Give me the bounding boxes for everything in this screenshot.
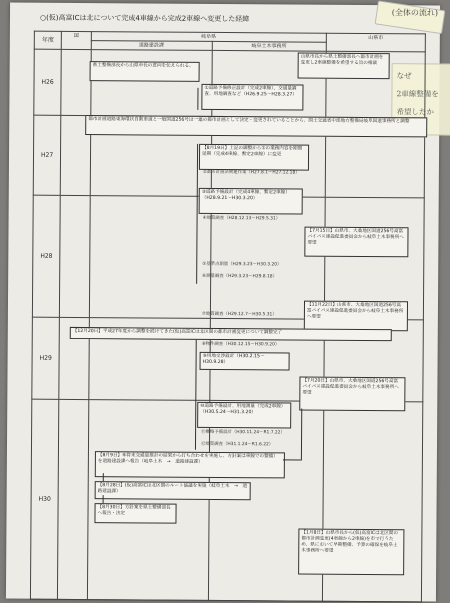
header-year: 年度 xyxy=(34,31,61,49)
handwritten-note-line-2: 2車線整備を xyxy=(396,89,439,99)
entry-h30-survey-0: ⑧物件調査（H30.12.15～H30.9.20） xyxy=(201,341,280,348)
header-gifu: 岐阜県 xyxy=(91,32,326,43)
entry-h28-city: 【7月15日】山県市、大桑地区国道256号高富バイパス建設促進委員会から岐阜土木事務所へ要望 xyxy=(304,227,408,258)
header-road: 道路建設課 xyxy=(91,41,212,51)
year-cell: H27 xyxy=(33,115,61,195)
entry-h30-sub-1: ⑪概略予備設計（H30.11.24～R1.7.22） xyxy=(201,429,285,436)
entry-h28-survey-2: ⑤基準点測量（H29.3.23～H30.3.20） xyxy=(202,261,282,268)
entry-h30-city-2: 【1月8日】山県市長から(仮)高富ICは北区間の都市計画変更(4車線から2車線)を市で行うため、県において早期整備、予算の確保を岐阜土木事務所へ要望 xyxy=(298,529,404,576)
entry-h29-city: 【11月22日】山県市、大桑地区国道256号高富バイパス建設促進委員会から岐阜土木事務所へ要望 xyxy=(304,301,408,332)
year-cell: H28 xyxy=(32,195,60,317)
entry-h30-city-1: 【7月20日】山県市、大桑地区国道256号高富バイパス建設促進委員会から岐阜土木事務所へ要望 xyxy=(299,377,405,412)
entry-h26-doboku: ①道路予備修正設計（完成2車線）、交通量調査、用地調査など（H26.9.25～H28.3.27） xyxy=(201,84,303,111)
header-doboku: 岐阜土木事務所 xyxy=(212,41,326,51)
entry-h30-doboku-1: ⑨用地交渉設計（H30.2.15～H30.9.28） xyxy=(200,352,290,371)
entry-h27-doboku: 【8月19日】上記の調整から①の業務内容を期間延期（完成4車線、暫定2車線）に変更 xyxy=(199,144,309,171)
connector-line xyxy=(283,459,301,460)
document-page xyxy=(6,3,440,602)
entry-h28-doboku: ③道路予備設計（完成4車線、暫定2車線）（H28.9.21～H30.3.20） xyxy=(199,188,303,215)
year-cell: H29 xyxy=(32,317,60,399)
entry-h27-span: 都市計画道路東海環状自動車道と一般国道256号は一連の都市計画として決定・変更されていることから、国土交通省中部地方整備局岐阜国道事務所と調整 xyxy=(85,115,427,137)
entry-h27-sub: ②都市計画法関連作業（H27.8.1～H27.12.18） xyxy=(202,169,300,176)
header-city: 山県市 xyxy=(326,33,425,52)
handwritten-top-label: (全体の流れ) xyxy=(391,8,439,18)
entry-h26-road: 県土整備部長から山県市長の意向を伝えられる。 xyxy=(90,61,200,82)
document-title: ○(仮)高富ICは北について完成4車線から完成2車線へ変更した経緯 xyxy=(39,13,250,24)
year-cell: H30 xyxy=(30,399,59,599)
connector-line xyxy=(103,473,104,481)
entry-h30-road-1: 【8月9日】⑧将来交通量推計の結果から打ち合わせを実施し、方針案は車線での整備）を道路建設課へ報告（岐阜土木 → 道路建設課） xyxy=(95,451,285,478)
connector-line xyxy=(197,88,198,110)
entry-h30-sub-2: ⑫地質調査（H31.1.24～R1.6.22） xyxy=(200,441,274,448)
entry-h30-doboku-2: ⑩道路予備設計、用地測量（完成2車線）（H30.5.24～H31.3.20） xyxy=(197,402,291,429)
entry-h28-survey-3: ⑥測量調査（H29.3.23～H29.8.18） xyxy=(202,273,277,280)
handwritten-note-line-1: なぜ xyxy=(396,71,412,81)
entry-h30-road-3: 【8月30日】方針案を県土整備部長へ報告・決定 xyxy=(94,503,176,524)
year-cell: H26 xyxy=(34,49,62,115)
entry-h28-survey-1: ④地質調査（H28.12.13～H29.5.31） xyxy=(202,215,281,222)
entry-h26-city: 山県市長から県土整備部長へ都市計画を変更し2車線整備を希望する旨の相談 xyxy=(298,53,390,80)
entry-h30-road-2: 【8月28日】(仮)高富ICは北区間のルート協議を実施（岐阜土木 → 道路建設課） xyxy=(95,481,251,500)
entry-h29-span: 【12月20日】平成27年度から調整を続けてきた(仮)高富ICは北区間の都市計画変更について調整完了 xyxy=(70,327,392,341)
handwritten-note-line-3: 希望したか xyxy=(396,107,434,117)
header-kuni: 国 xyxy=(61,31,91,49)
entry-h29-survey: ⑦地質調査（H29.12.7～H30.5.31） xyxy=(201,311,277,318)
connector-line xyxy=(103,495,104,503)
